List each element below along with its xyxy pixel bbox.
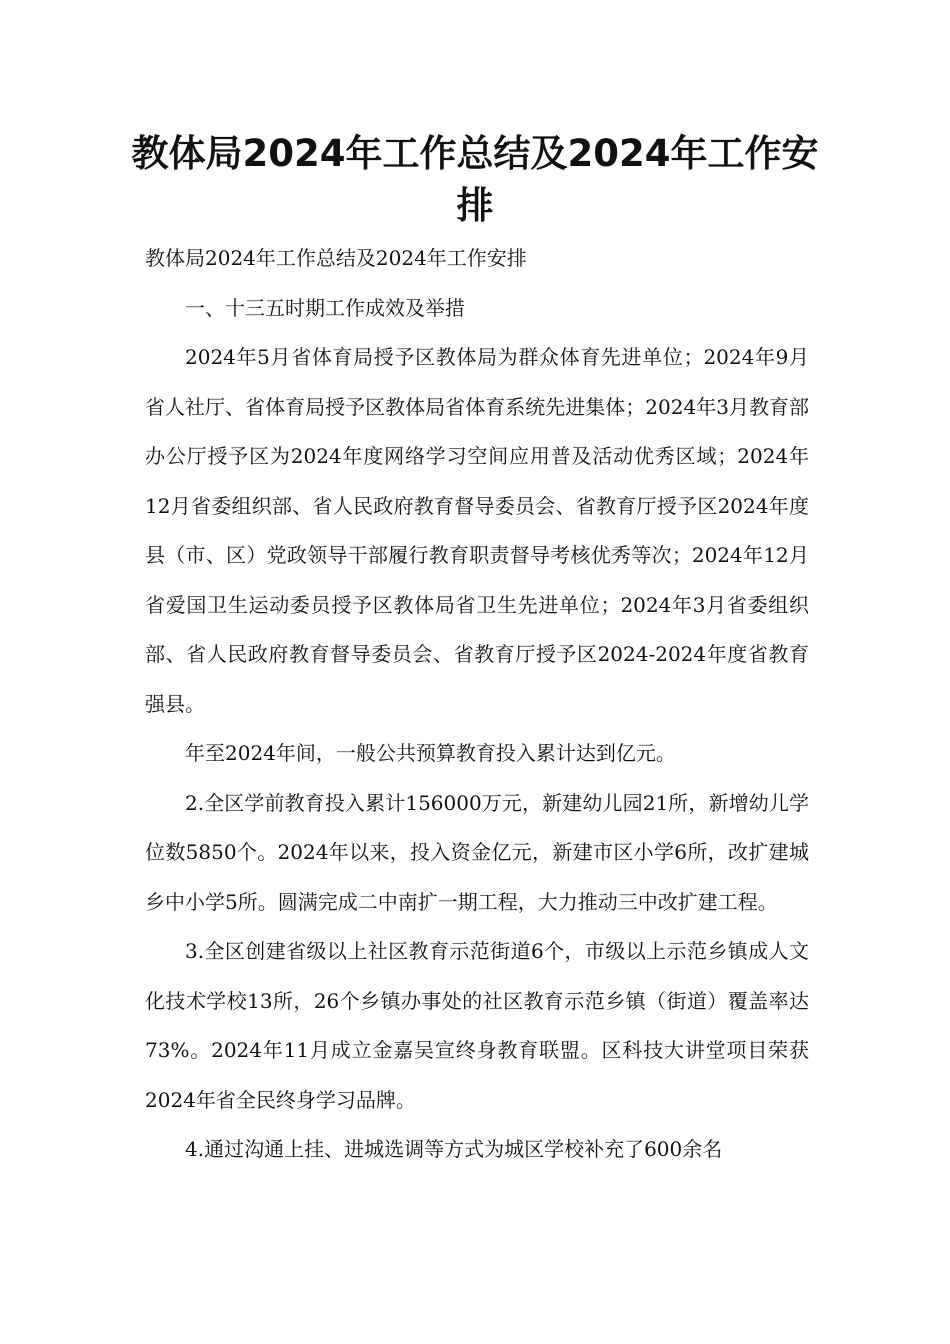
document-body — [145, 234, 809, 1175]
document-title: 教体局2024年工作总结及2024年工作安排 — [131, 132, 819, 227]
paragraph-section-heading: 一、十三五时期工作成效及举措 — [185, 295, 465, 320]
paragraph-budget: 年至2024年间，一般公共预算教育投入累计达到亿元。 — [185, 741, 676, 765]
paragraph-preschool: 2.全区学前教育投入累计156000万元，新建幼儿园21所，新增幼儿学位数5850个。2024年以来，投入资金亿元，新建市区小学6所，改扩建城乡中小学5所。圆满完成二中南扩一期工程，大力推动三中改扩建工程。 — [145, 790, 809, 914]
paragraph-teachers: 4.通过沟通上挂、进城选调等方式为城区学校补充了600余名 — [185, 1137, 723, 1161]
paragraph-honors: 2024年5月省体育局授予区教体局为群众体育先进单位；2024年9月省人社厅、省体育局授予区教体局省体育系统先进集体；2024年3月教育部办公厅授予区为2024年度网络学习空间应用普及活动优秀区域；2024年12月省委组织部、省人民政府教育督导委员会、省教育厅授予区2024年度县（市、区）党政领导干部履行教育职责督导考核优秀等次；2024年12月省爱国卫生运动委员授予区教体局省卫生先进单位；2024年3月省委组织部、省人民政府教育督导委员会、省教育厅授予区2024-2024年度省教育强县。 — [145, 345, 809, 716]
paragraph-subtitle: 教体局2024年工作总结及2024年工作安排 — [145, 246, 527, 270]
paragraph-community-education: 3.全区创建省级以上社区教育示范街道6个，市级以上示范乡镇成人文化技术学校13所，26个乡镇办事处的社区教育示范乡镇（街道）覆盖率达73%。2024年11月成立金嘉吴宣终身教育联盟。区科技大讲堂项目荣获2024年省全民终身学习品牌。 — [145, 939, 809, 1112]
